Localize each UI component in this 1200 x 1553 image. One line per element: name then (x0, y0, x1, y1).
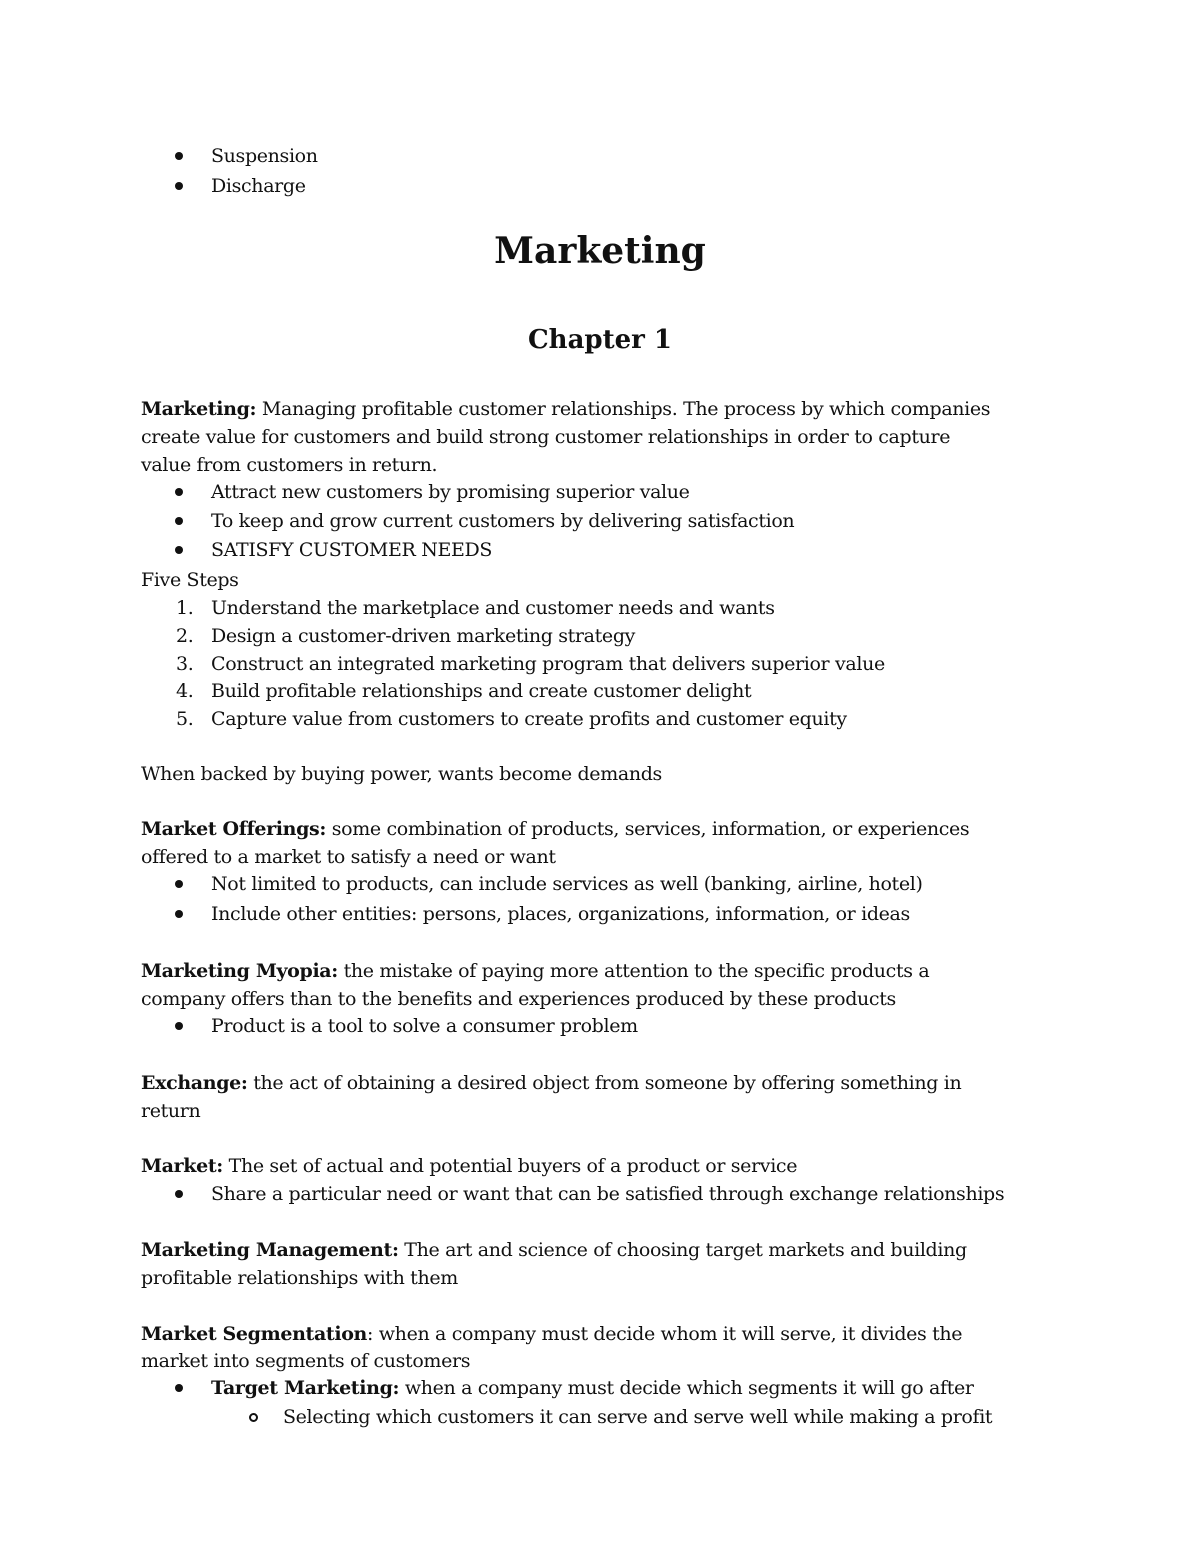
bullet-icon (175, 1384, 183, 1392)
definition-text: The set of actual and potential buyers of a product or service (222, 1155, 798, 1177)
numbered-item: Capture value from customers to create profits and customer equity (211, 708, 847, 730)
definition-term: Market Segmentation (141, 1323, 368, 1345)
page-title: Marketing (494, 230, 706, 272)
list-item: Product is a tool to solve a consumer problem (211, 1015, 638, 1037)
definition-market-offerings (141, 815, 969, 843)
definition-marketing-management (141, 1236, 967, 1264)
bullet-icon (175, 910, 183, 918)
definition-text: market into segments of customers (141, 1350, 471, 1372)
bullet-icon (175, 546, 183, 554)
definition-term: Market Offerings: (141, 818, 327, 840)
list-item: Discharge (211, 175, 306, 197)
numbered-item: Understand the marketplace and customer needs and wants (211, 597, 775, 619)
list-item: To keep and grow current customers by delivering satisfaction (211, 510, 795, 532)
definition-text: offered to a market to satisfy a need or want (141, 846, 556, 868)
list-number: 5. (176, 708, 194, 730)
definition-text: the act of obtaining a desired object from someone by offering something in (247, 1072, 962, 1094)
definition-text: the mistake of paying more attention to the specific products a (337, 960, 930, 982)
bullet-icon (175, 1190, 183, 1198)
definition-text: profitable relationships with them (141, 1267, 458, 1289)
list-number: 3. (176, 653, 194, 675)
bullet-icon (175, 1022, 183, 1030)
list-item: SATISFY CUSTOMER NEEDS (211, 539, 493, 561)
hollow-bullet-icon (249, 1413, 258, 1422)
list-number: 1. (176, 597, 194, 619)
definition-marketing (141, 395, 990, 423)
definition-term: Marketing Management: (141, 1239, 399, 1261)
definition-term: Target Marketing: (211, 1377, 400, 1399)
definition-text: create value for customers and build strong customer relationships in order to capture (141, 426, 951, 448)
paragraph: When backed by buying power, wants become demands (141, 763, 662, 785)
list-item: Suspension (211, 145, 318, 167)
definition-text: Managing profitable customer relationships. The process by which companies (256, 398, 991, 420)
definition-term: Marketing Myopia: (141, 960, 338, 982)
definition-exchange (141, 1069, 961, 1097)
sub-list-item: Selecting which customers it can serve and serve well while making a profit (283, 1406, 993, 1428)
definition-text: some combination of products, services, information, or experiences (326, 818, 970, 840)
list-item: Attract new customers by promising superior value (211, 481, 690, 503)
bullet-icon (175, 880, 183, 888)
definition-term: Market: (141, 1155, 223, 1177)
definition-market-segmentation (141, 1320, 962, 1348)
section-label: Five Steps (141, 569, 239, 591)
list-item: Include other entities: persons, places, organizations, information, or ideas (211, 903, 910, 925)
numbered-item: Build profitable relationships and create customer delight (211, 680, 752, 702)
bullet-icon (175, 517, 183, 525)
definition-text: The art and science of choosing target markets and building (398, 1239, 967, 1261)
list-number: 4. (176, 680, 194, 702)
list-item: Not limited to products, can include services as well (banking, airline, hotel) (211, 873, 923, 895)
numbered-item: Construct an integrated marketing program that delivers superior value (211, 653, 885, 675)
bullet-icon (175, 488, 183, 496)
definition-text: when a company must decide which segments it will go after (399, 1377, 974, 1399)
list-item (211, 1374, 974, 1402)
list-item: Share a particular need or want that can be satisfied through exchange relationships (211, 1183, 1005, 1205)
definition-market (141, 1152, 797, 1180)
definition-marketing-myopia (141, 957, 929, 985)
numbered-item: Design a customer-driven marketing strategy (211, 625, 636, 647)
definition-text: value from customers in return. (141, 454, 438, 476)
definition-term: Marketing: (141, 398, 257, 420)
chapter-heading: Chapter 1 (527, 325, 672, 355)
definition-text: return (141, 1100, 201, 1122)
bullet-icon (175, 152, 183, 160)
list-number: 2. (176, 625, 194, 647)
definition-text: company offers than to the benefits and experiences produced by these products (141, 988, 896, 1010)
bullet-icon (175, 182, 183, 190)
definition-text: : when a company must decide whom it will serve, it divides the (367, 1323, 963, 1345)
definition-term: Exchange: (141, 1072, 248, 1094)
